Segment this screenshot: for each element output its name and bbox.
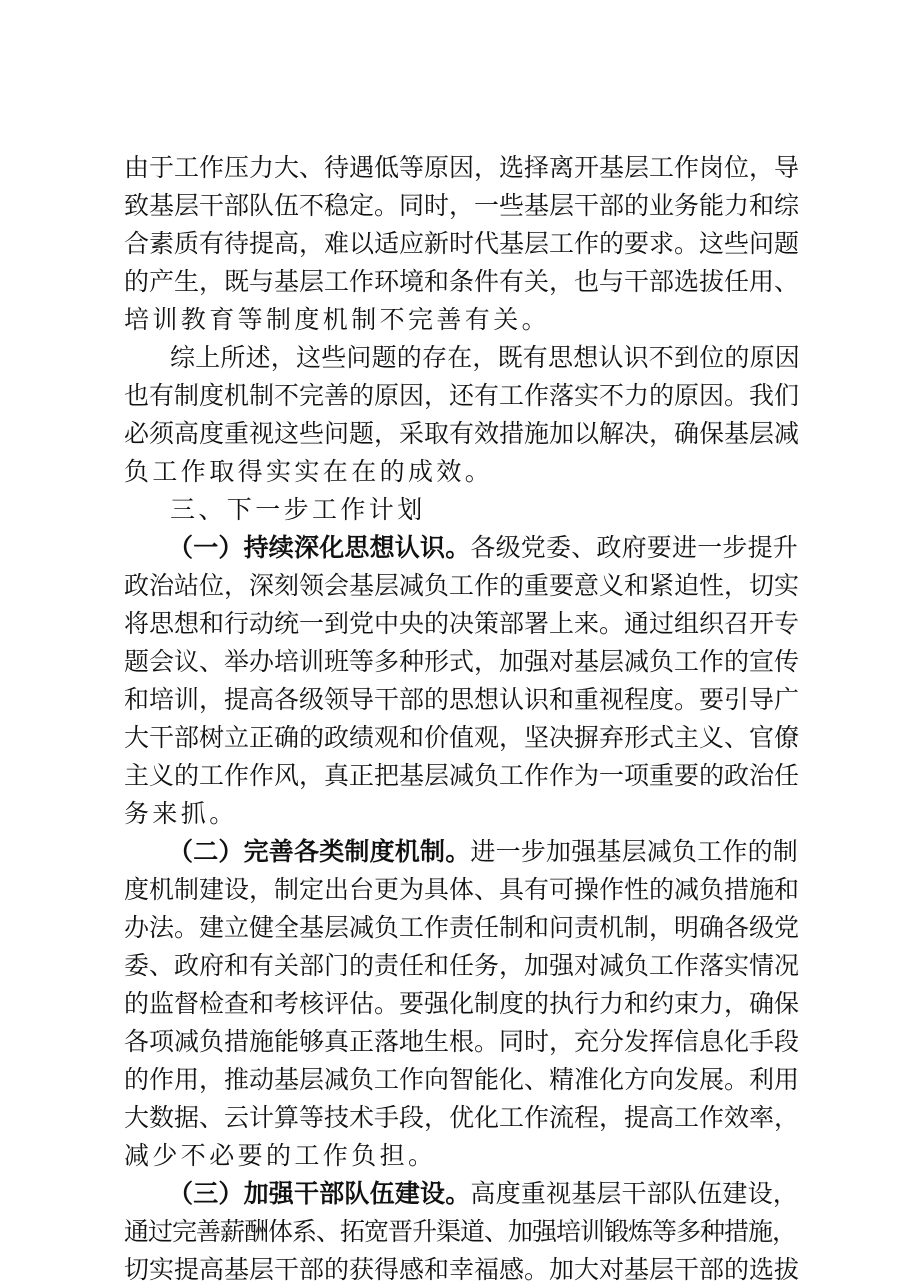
item-1-line-3: 将思想和行动统一到党中央的决策部署上来。通过组织召开专 xyxy=(124,609,800,638)
item-3-lead: （三）加强干部队伍建设。 xyxy=(168,1179,471,1208)
item-2-line-3: 办法。建立健全基层减负工作责任制和问责机制，明确各级党 xyxy=(124,913,800,942)
paragraph-1-line-1: 由于工作压力大、待遇低等原因，选择离开基层工作岗位，导 xyxy=(124,153,800,182)
item-1-line-6: 大干部树立正确的政绩观和价值观，坚决摒弃形式主义、官僚 xyxy=(124,723,800,752)
paragraph-1-line-2: 致基层干部队伍不稳定。同时，一些基层干部的业务能力和综 xyxy=(124,191,800,220)
item-1-line-5: 和培训，提高各级领导干部的思想认识和重视程度。要引导广 xyxy=(124,685,800,714)
item-2-text: 进一步加强基层减负工作的制 xyxy=(470,837,799,866)
item-1-line-4: 题会议、举办培训班等多种形式，加强对基层减负工作的宣传 xyxy=(124,647,800,676)
paragraph-2-line-1: 综上所述，这些问题的存在，既有思想认识不到位的原因 xyxy=(170,343,801,372)
item-3-line-2: 通过完善薪酬体系、拓宽晋升渠道、加强培训锻炼等多种措施， xyxy=(124,1217,797,1246)
section-heading: 三、下一步工作计划 xyxy=(170,495,426,524)
item-3-line-1 xyxy=(168,1178,798,1210)
item-1-line-8: 务来抓。 xyxy=(124,799,238,828)
item-3-text: 高度重视基层干部队伍建设， xyxy=(470,1179,799,1208)
item-2-line-8: 大数据、云计算等技术手段，优化工作流程，提高工作效率， xyxy=(124,1103,800,1132)
paragraph-1-line-3: 合素质有待提高，难以适应新时代基层工作的要求。这些问题 xyxy=(124,229,800,258)
paragraph-2-line-2: 也有制度机制不完善的原因，还有工作落实不力的原因。我们 xyxy=(124,381,800,410)
paragraph-2-line-3: 必须高度重视这些问题，采取有效措施加以解决，确保基层减 xyxy=(124,419,800,448)
item-2-line-4: 委、政府和有关部门的责任和任务，加强对减负工作落实情况 xyxy=(124,951,800,980)
paragraph-2-line-4: 负工作取得实实在在的成效。 xyxy=(124,457,494,486)
item-1-line-1 xyxy=(168,532,798,564)
item-2-line-9: 减少不必要的工作负担。 xyxy=(124,1141,437,1170)
item-1-lead: （一）持续深化思想认识。 xyxy=(168,533,471,562)
item-2-line-2: 度机制建设，制定出台更为具体、具有可操作性的减负措施和 xyxy=(124,875,800,904)
item-3-line-3: 切实提高基层干部的获得感和幸福感。加大对基层干部的选拔 xyxy=(124,1255,800,1284)
item-1-text: 各级党委、政府要进一步提升 xyxy=(470,533,799,562)
item-1-line-2: 政治站位，深刻领会基层减负工作的重要意义和紧迫性，切实 xyxy=(124,571,800,600)
item-2-line-7: 的作用，推动基层减负工作向智能化、精准化方向发展。利用 xyxy=(124,1065,800,1094)
item-2-lead: （二）完善各类制度机制。 xyxy=(168,837,471,866)
paragraph-1-line-4: 的产生，既与基层工作环境和条件有关，也与干部选拔任用、 xyxy=(124,267,800,296)
item-2-line-5: 的监督检查和考核评估。要强化制度的执行力和约束力，确保 xyxy=(124,989,800,1018)
item-2-line-1 xyxy=(168,836,798,868)
item-2-line-6: 各项减负措施能够真正落地生根。同时，充分发挥信息化手段 xyxy=(124,1027,800,1056)
paragraph-1-line-5: 培训教育等制度机制不完善有关。 xyxy=(124,305,551,334)
item-1-line-7: 主义的工作作风，真正把基层减负工作作为一项重要的政治任 xyxy=(124,761,800,790)
